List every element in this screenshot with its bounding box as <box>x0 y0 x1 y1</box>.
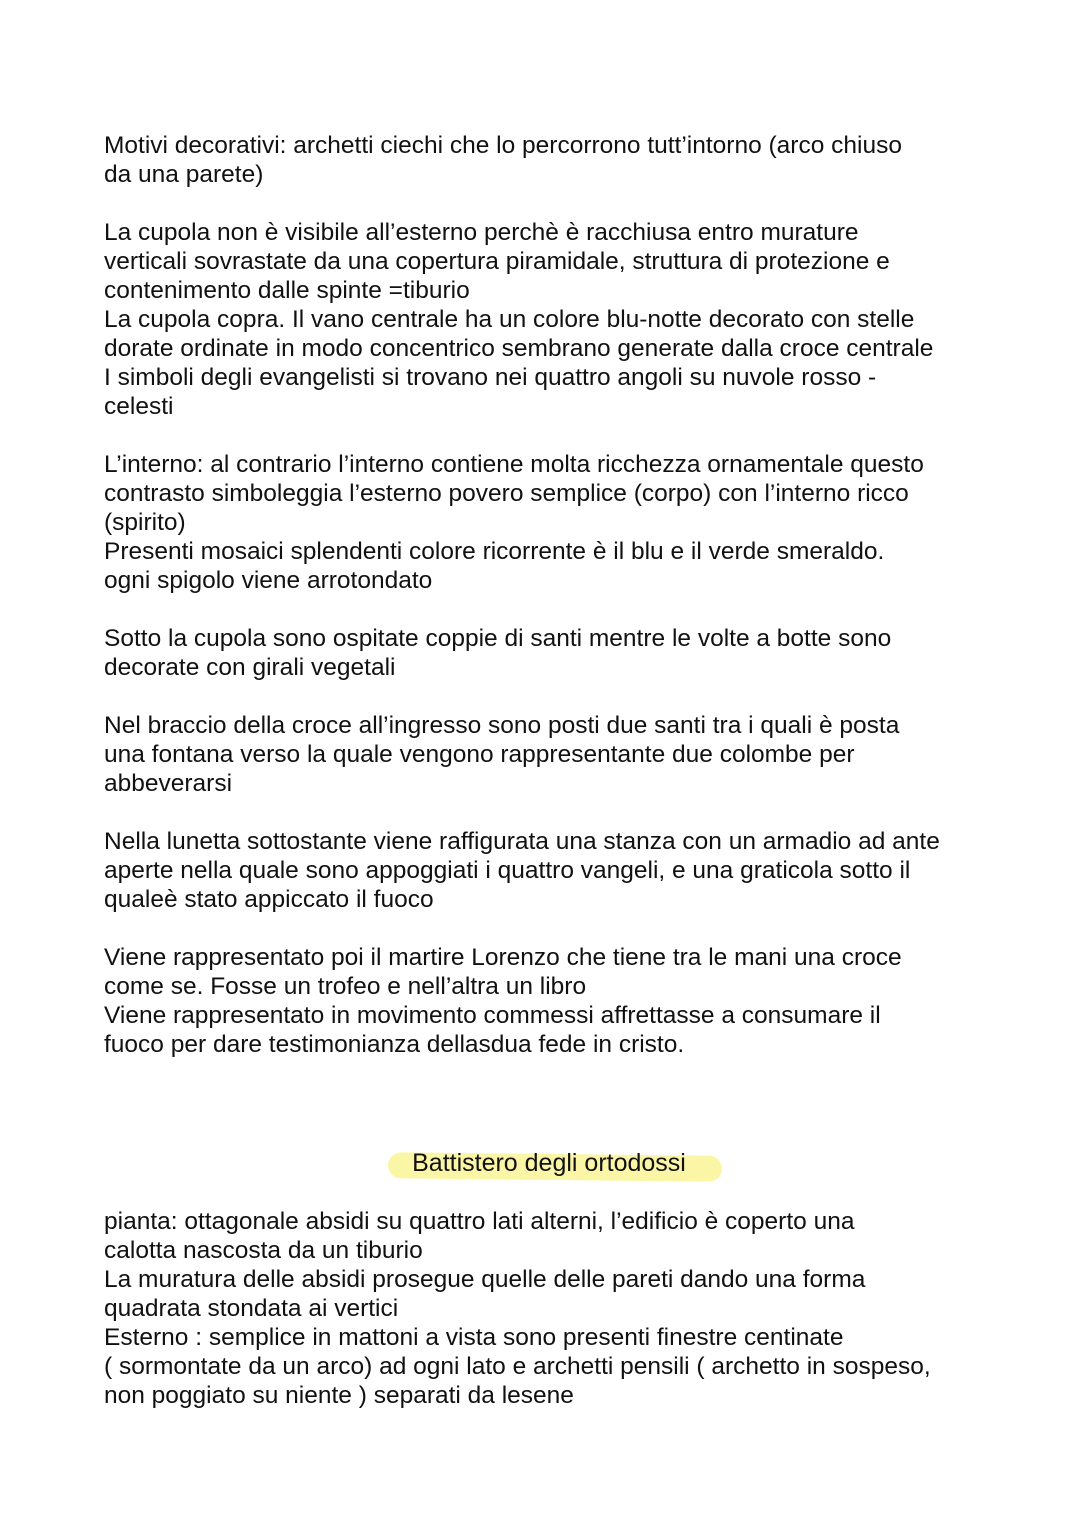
text-line: celesti <box>104 393 174 420</box>
text-line: calotta nascosta da un tiburio <box>104 1237 423 1264</box>
text-line: L’interno: al contrario l’interno contiene molta ricchezza ornamentale questo <box>104 451 924 478</box>
text-line: decorate con girali vegetali <box>104 654 396 681</box>
notes-section-1 <box>104 131 1004 1059</box>
text-line: non poggiato su niente ) separati da lesene <box>104 1382 574 1409</box>
paragraph-interior <box>104 450 1004 595</box>
text-line: La cupola copra. Il vano centrale ha un colore blu-notte decorato con stelle <box>104 306 915 333</box>
paragraph-lorenzo <box>104 943 1004 1059</box>
text-line: Nel braccio della croce all’ingresso sono posti due santi tra i quali è posta <box>104 712 900 739</box>
text-line: Esterno : semplice in mattoni a vista sono presenti finestre centinate <box>104 1324 844 1351</box>
paragraph-decorative-motifs <box>104 131 1004 189</box>
text-line: aperte nella quale sono appoggiati i quattro vangeli, e una graticola sotto il <box>104 857 911 884</box>
text-line: Presenti mosaici splendenti colore ricorrente è il blu e il verde smeraldo. <box>104 538 885 565</box>
heading-text: Battistero degli ortodossi <box>412 1149 686 1177</box>
text-line: contrasto simboleggia l’esterno povero semplice (corpo) con l’interno ricco <box>104 480 909 507</box>
text-line: come se. Fosse un trofeo e nell’altra un libro <box>104 973 587 1000</box>
text-line: pianta: ottagonale absidi su quattro lati alterni, l’edificio è coperto una <box>104 1208 855 1235</box>
text-line: La cupola non è visibile all’esterno perchè è racchiusa entro murature <box>104 219 859 246</box>
text-line: una fontana verso la quale vengono rappresentante due colombe per <box>104 741 855 768</box>
text-line: Motivi decorativi: archetti ciechi che lo percorrono tutt’intorno (arco chiuso <box>104 132 902 159</box>
notes-section-2 <box>104 1207 1004 1410</box>
text-line: I simboli degli evangelisti si trovano nei quattro angoli su nuvole rosso - <box>104 364 877 391</box>
text-line: (spirito) <box>104 509 186 536</box>
text-line: Viene rappresentato in movimento commessi affrettasse a consumare il <box>104 1002 881 1029</box>
paragraph-lunette <box>104 827 1004 914</box>
paragraph-cross-arm <box>104 711 1004 798</box>
heading-container <box>0 1148 1080 1178</box>
text-line: ogni spigolo viene arrotondato <box>104 567 433 594</box>
text-line: da una parete) <box>104 161 264 188</box>
text-line: Nella lunetta sottostante viene raffigurata una stanza con un armadio ad ante <box>104 828 940 855</box>
section-heading <box>388 1148 710 1178</box>
text-line: verticali sovrastate da una copertura piramidale, struttura di protezione e <box>104 248 890 275</box>
text-line: contenimento dalle spinte =tiburio <box>104 277 470 304</box>
text-line: abbeverarsi <box>104 770 233 797</box>
text-line: fuoco per dare testimonianza dellasdua fede in cristo. <box>104 1031 685 1058</box>
paragraph-saints <box>104 624 1004 682</box>
text-line: La muratura delle absidi prosegue quelle delle pareti dando una forma <box>104 1266 866 1293</box>
text-line: dorate ordinate in modo concentrico sembrano generate dalla croce centrale <box>104 335 934 362</box>
text-line: Viene rappresentato poi il martire Lorenzo che tiene tra le mani una croce <box>104 944 902 971</box>
paragraph-plan <box>104 1207 1004 1410</box>
text-line: Sotto la cupola sono ospitate coppie di santi mentre le volte a botte sono <box>104 625 892 652</box>
paragraph-dome <box>104 218 1004 421</box>
text-line: ( sormontate da un arco) ad ogni lato e archetti pensili ( archetto in sospeso, <box>104 1353 931 1380</box>
text-line: qualeè stato appiccato il fuoco <box>104 886 434 913</box>
text-line: quadrata stondata ai vertici <box>104 1295 399 1322</box>
